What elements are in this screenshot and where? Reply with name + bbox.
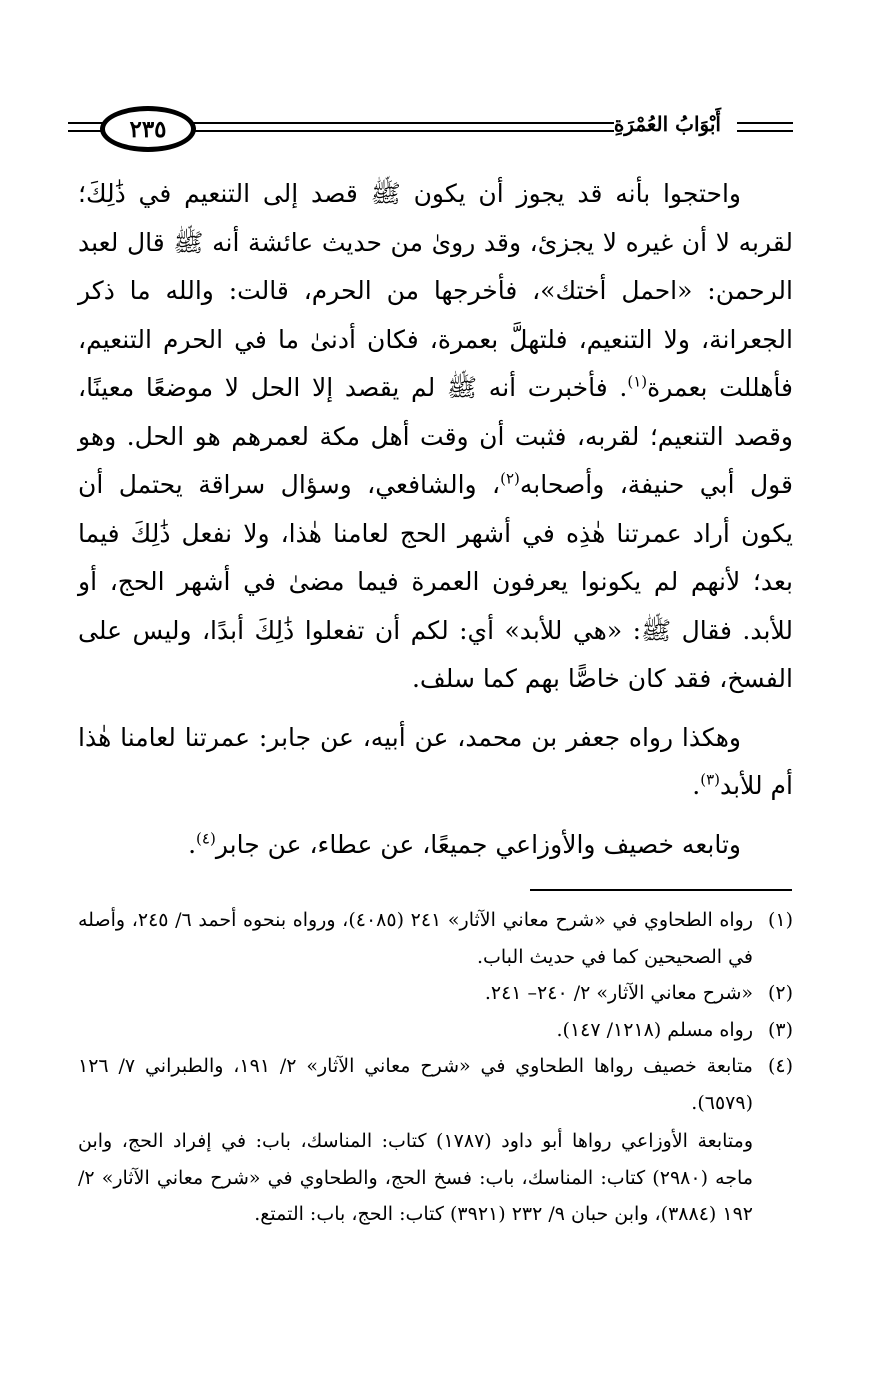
footnote-1 [78,902,793,975]
header-rule-middle-top [190,122,614,124]
footnote-2 [78,975,793,1012]
header-rule-right-bottom [737,130,793,132]
paragraph-1: واحتجوا بأنه قد يجوز أن يكون ﷺ قصد إلى التنعيم في ذَٰلِكَ؛ لقربه لا أن غيره لا يجزئ، وقد روىٰ من حديث عائشة أنه ﷺ قال لعبد الرحمن: «احمل أختك»، فأخرجها من الحرم، قالت: والله ما ذكر الجعرانة، ولا التنعيم، فلتهلَّ بعمرة، فكان أدنىٰ ما في الحرم التنعيم، فأهللت بعمرة$^{(١)}$. فأخبرت أنه ﷺ لم يقصد إلا الحل لا موضعًا معينًا، وقصد التنعيم؛ لقربه، فثبت أن وقت أهل مكة لعمرهم هو الحل. وهو قول أبي حنيفة، وأصحابه$^{(٢)}$، والشافعي، وسؤال سراقة يحتمل أن يكون أراد عمرتنا هٰذِه في أشهر الحج لعامنا هٰذا، ولا نفعل ذَٰلِكَ فيما بعد؛ لأنهم لم يكونوا يعرفون العمرة فيما مضىٰ في أشهر الحج، أو للأبد. فقال ﷺ: «هي للأبد» أي: لكم أن تفعلوا ذَٰلِكَ أبدًا، وليس على الفسخ، فقد كان خاصًّا بهم كما سلف. [78,179,794,693]
footnote-number: (٣) [767,1018,793,1041]
footnote-text: متابعة خصيف رواها الطحاوي في «شرح معاني الآثار» ٢/ ١٩١، والطبراني ٧/ ١٢٦ (٦٥٧٩). [78,1055,753,1114]
footnote-ref-4: (٤) [196,829,216,848]
footnote-text: رواه الطحاوي في «شرح معاني الآثار» ٢٤١ (٤٠٨٥)، ورواه بنحوه أحمد ٦/ ٢٤٥، وأصله في الصحيحين كما في حديث الباب. [78,909,753,968]
footnote-number: (٤) [767,1055,793,1077]
header-rule-middle-bottom [190,130,614,132]
footnote-number: (١) [767,909,793,931]
footnote-ref-1: (١) [627,372,648,391]
header-rule-right-top [737,122,793,124]
page-number: ٢٣٥ [100,106,196,152]
chapter-title: أَبْوَابُ العُمْرَةِ [613,112,721,136]
footnote-3 [78,1012,793,1049]
footnote-ref-2: (٢) [500,469,520,488]
footnote-number: (٢) [767,982,793,1004]
footnote-text: رواه مسلم (١٢١٨/ ١٤٧). [556,1018,753,1041]
footnote-separator [530,889,792,891]
main-text [78,170,793,869]
running-header [68,100,793,160]
paragraph-3: وتابعه خصيف والأوزاعي جميعًا، عن عطاء، عن جابر$^{(٤)}$. [188,829,741,859]
header-rule-left-top [68,122,104,124]
footnotes [78,902,793,1233]
footnote-text: «شرح معاني الآثار» ٢/ ٢٤٠– ٢٤١. [484,982,753,1004]
paragraph-2: وهكذا رواه جعفر بن محمد، عن أبيه، عن جابر: عمرتنا لعامنا هٰذا أم للأبد$^{(٣)}$. [78,722,793,800]
header-rule-left-bottom [68,130,104,132]
footnote-4-continuation: ومتابعة الأوزاعي رواها أبو داود (١٧٨٧) كتاب: المناسك، باب: في إفراد الحج، وابن ماجه (٢٩٨٠) كتاب: المناسك، باب: فسخ الحج، والطحاوي في «شرح معاني الآثار» ٢/ ١٩٢ (٣٨٨٤)، وابن حبان ٩/ ٢٣٢ (٣٩٢١) كتاب: الحج، باب: التمتع. [78,1130,754,1225]
footnote-ref-3: (٣) [700,770,720,789]
footnote-4 [78,1048,793,1121]
